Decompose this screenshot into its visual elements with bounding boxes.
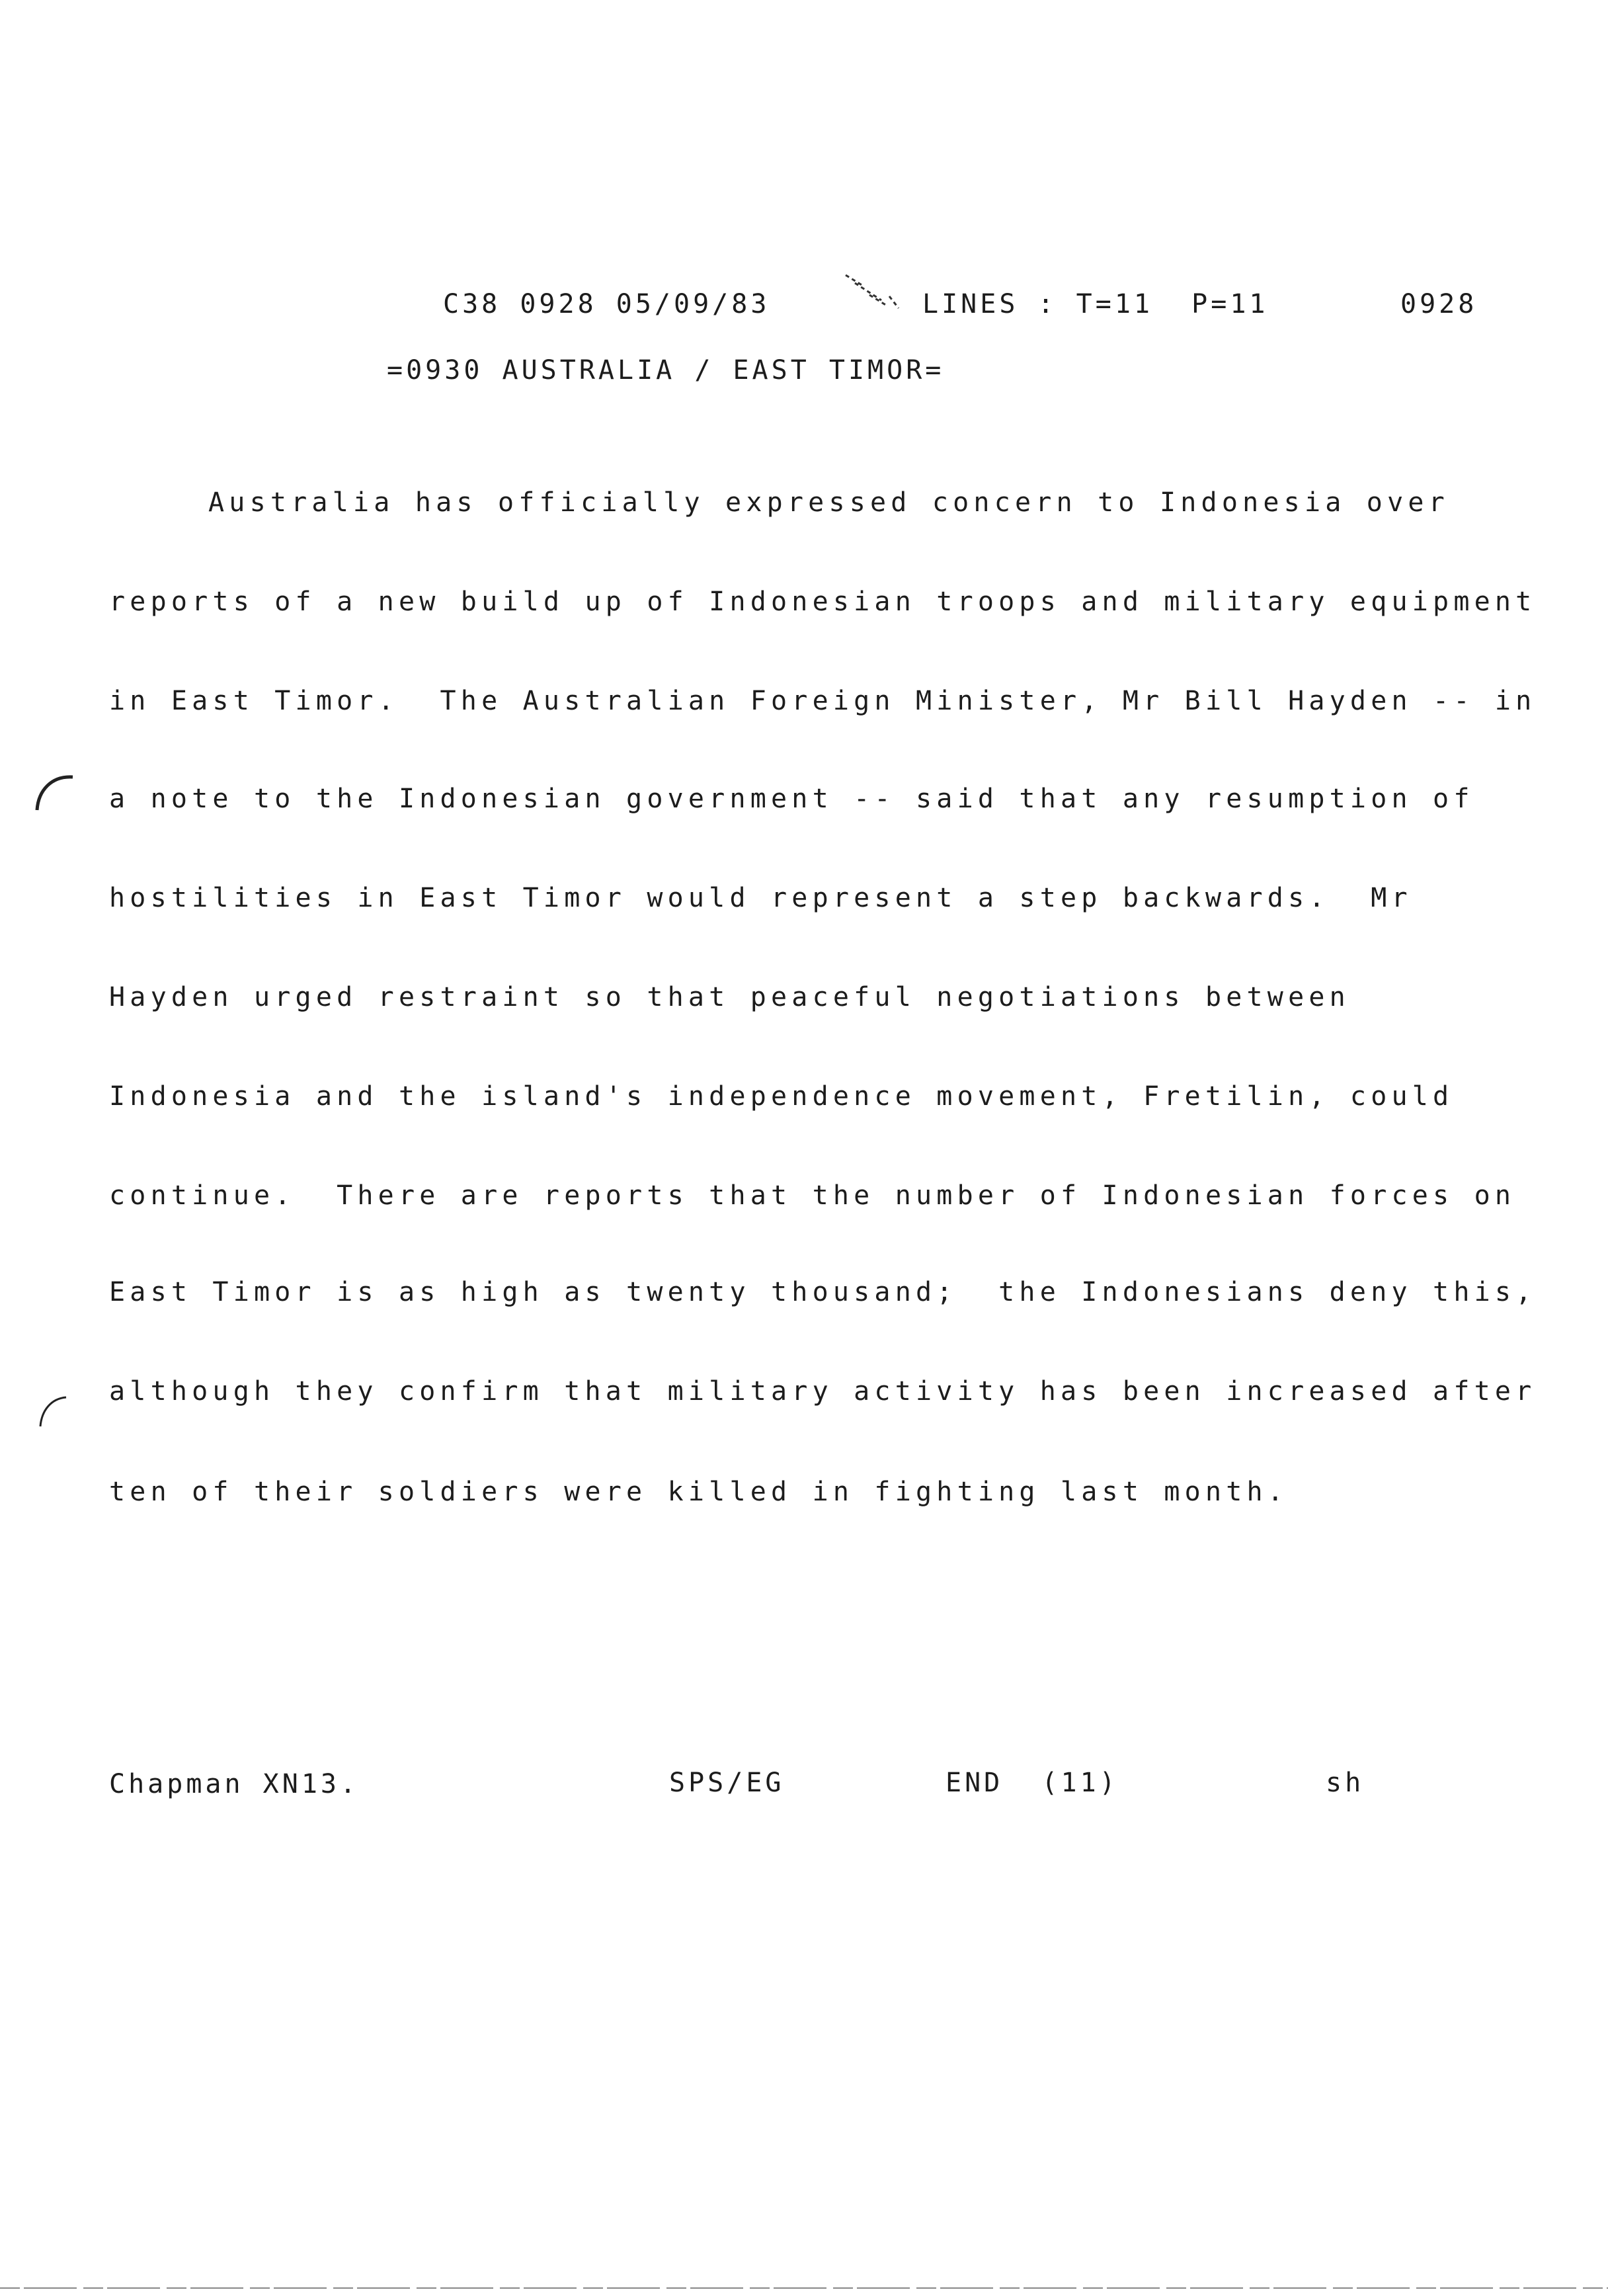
body-line: Indonesia and the island's independence movement, Fretilin, could	[109, 1081, 1454, 1112]
margin-bracket-mark	[36, 1392, 69, 1432]
margin-bracket-mark	[32, 770, 78, 823]
desk-code: SPS/EG	[669, 1768, 785, 1798]
story-slug: =0930 AUSTRALIA / EAST TIMOR=	[387, 355, 945, 386]
body-line: continue. There are reports that the number of Indonesian forces on	[109, 1180, 1516, 1211]
line-count: LINES : T=11 P=11	[922, 289, 1269, 319]
operator-initials: sh	[1326, 1768, 1365, 1798]
message-number: 0928	[1400, 289, 1478, 319]
author-sign-off: Chapman XN13.	[109, 1769, 360, 1799]
body-line: East Timor is as high as twenty thousand; the Indonesians deny this,	[109, 1277, 1537, 1307]
body-line: ten of their soldiers were killed in fighting last month.	[109, 1477, 1289, 1507]
body-line: a note to the Indonesian government -- said that any resumption of	[109, 784, 1474, 814]
body-line: hostilities in East Timor would represent a step backwards. Mr	[109, 883, 1412, 913]
body-line: in East Timor. The Australian Foreign Minister, Mr Bill Hayden -- in	[109, 686, 1537, 716]
end-marker: END (11)	[945, 1768, 1119, 1798]
body-line: although they confirm that military activity has been increased after	[109, 1376, 1537, 1407]
body-line: Hayden urged restraint so that peaceful negotiations between	[109, 982, 1350, 1012]
pen-stroke-mark	[843, 271, 903, 311]
message-meta: C38 0928 05/09/83	[443, 289, 770, 319]
scan-edge-rule	[0, 2285, 1608, 2291]
body-line: Australia has officially expressed concern to Indonesia over	[208, 487, 1449, 518]
body-line: reports of a new build up of Indonesian troops and military equipment	[109, 587, 1537, 617]
